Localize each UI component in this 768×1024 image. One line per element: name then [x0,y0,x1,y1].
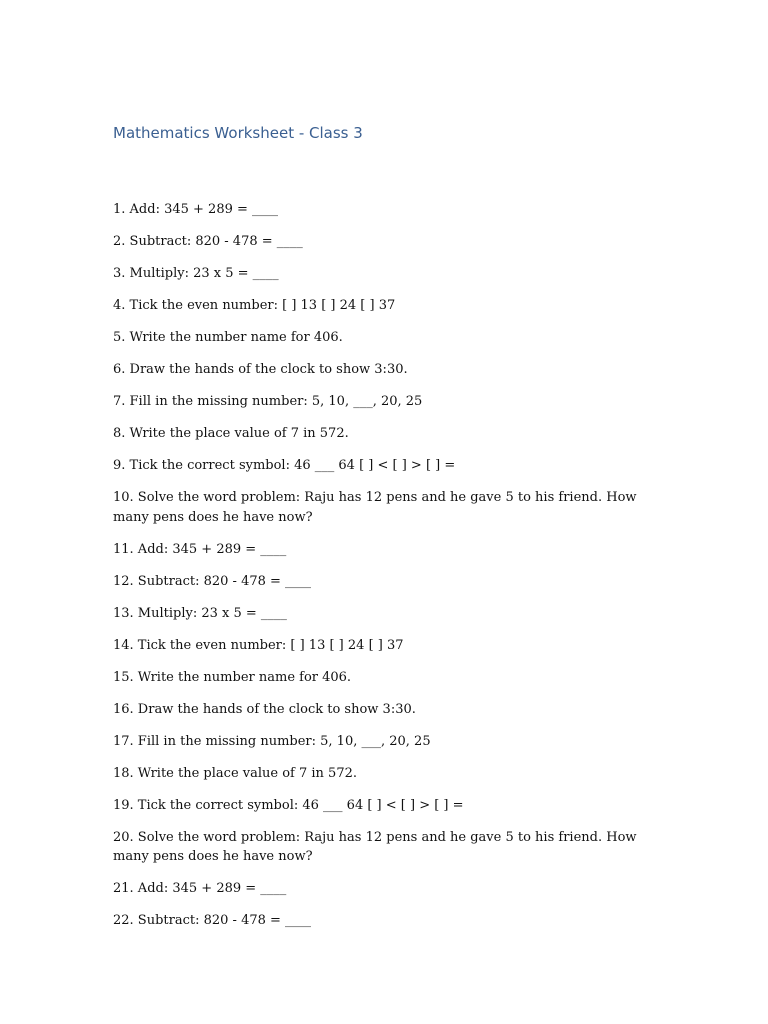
question-item: 5. Write the number name for 406. [113,330,343,345]
question-item: 19. Tick the correct symbol: 46 ___ 64 [ ] < [ ] > [ ] = [113,797,464,813]
question-item: 6. Draw the hands of the clock to show 3:30. [113,362,408,377]
question-item: 9. Tick the correct symbol: 46 ___ 64 [ ] < [ ] > [ ] = [113,458,456,473]
question-item: 18. Write the place value of 7 in 572. [113,765,357,781]
question-item: 22. Subtract: 820 - 478 = ____ [113,913,312,928]
question-item: 10. Solve the word problem: Raju has 12 pens and he gave 5 to his friend. How many pens does he have now? [113,490,637,525]
question-item: 21. Add: 345 + 289 = ____ [113,881,287,896]
question-item: 13. Multiply: 23 x 5 = ____ [113,605,287,621]
question-item: 1. Add: 345 + 289 = ____ [113,202,279,217]
question-item: 12. Subtract: 820 - 478 = ____ [113,573,312,589]
question-item: 16. Draw the hands of the clock to show 3:30. [113,701,416,717]
question-item: 4. Tick the even number: [ ] 13 [ ] 24 [ ] 37 [113,298,396,313]
question-item: 8. Write the place value of 7 in 572. [113,426,349,441]
question-item: 2. Subtract: 820 - 478 = ____ [113,234,303,249]
question-list [113,200,673,943]
question-item: 3. Multiply: 23 x 5 = ____ [113,266,279,281]
question-item: 7. Fill in the missing number: 5, 10, ___, 20, 25 [113,394,423,409]
question-item: 11. Add: 345 + 289 = ____ [113,541,287,557]
worksheet-title: Mathematics Worksheet - Class 3 [113,124,363,142]
question-item: 17. Fill in the missing number: 5, 10, ___, 20, 25 [113,733,431,749]
question-item: 15. Write the number name for 406. [113,669,352,685]
question-item: 14. Tick the even number: [ ] 13 [ ] 24 [ ] 37 [113,637,404,653]
question-item: 20. Solve the word problem: Raju has 12 pens and he gave 5 to his friend. How many pens does he have now? [113,829,637,864]
